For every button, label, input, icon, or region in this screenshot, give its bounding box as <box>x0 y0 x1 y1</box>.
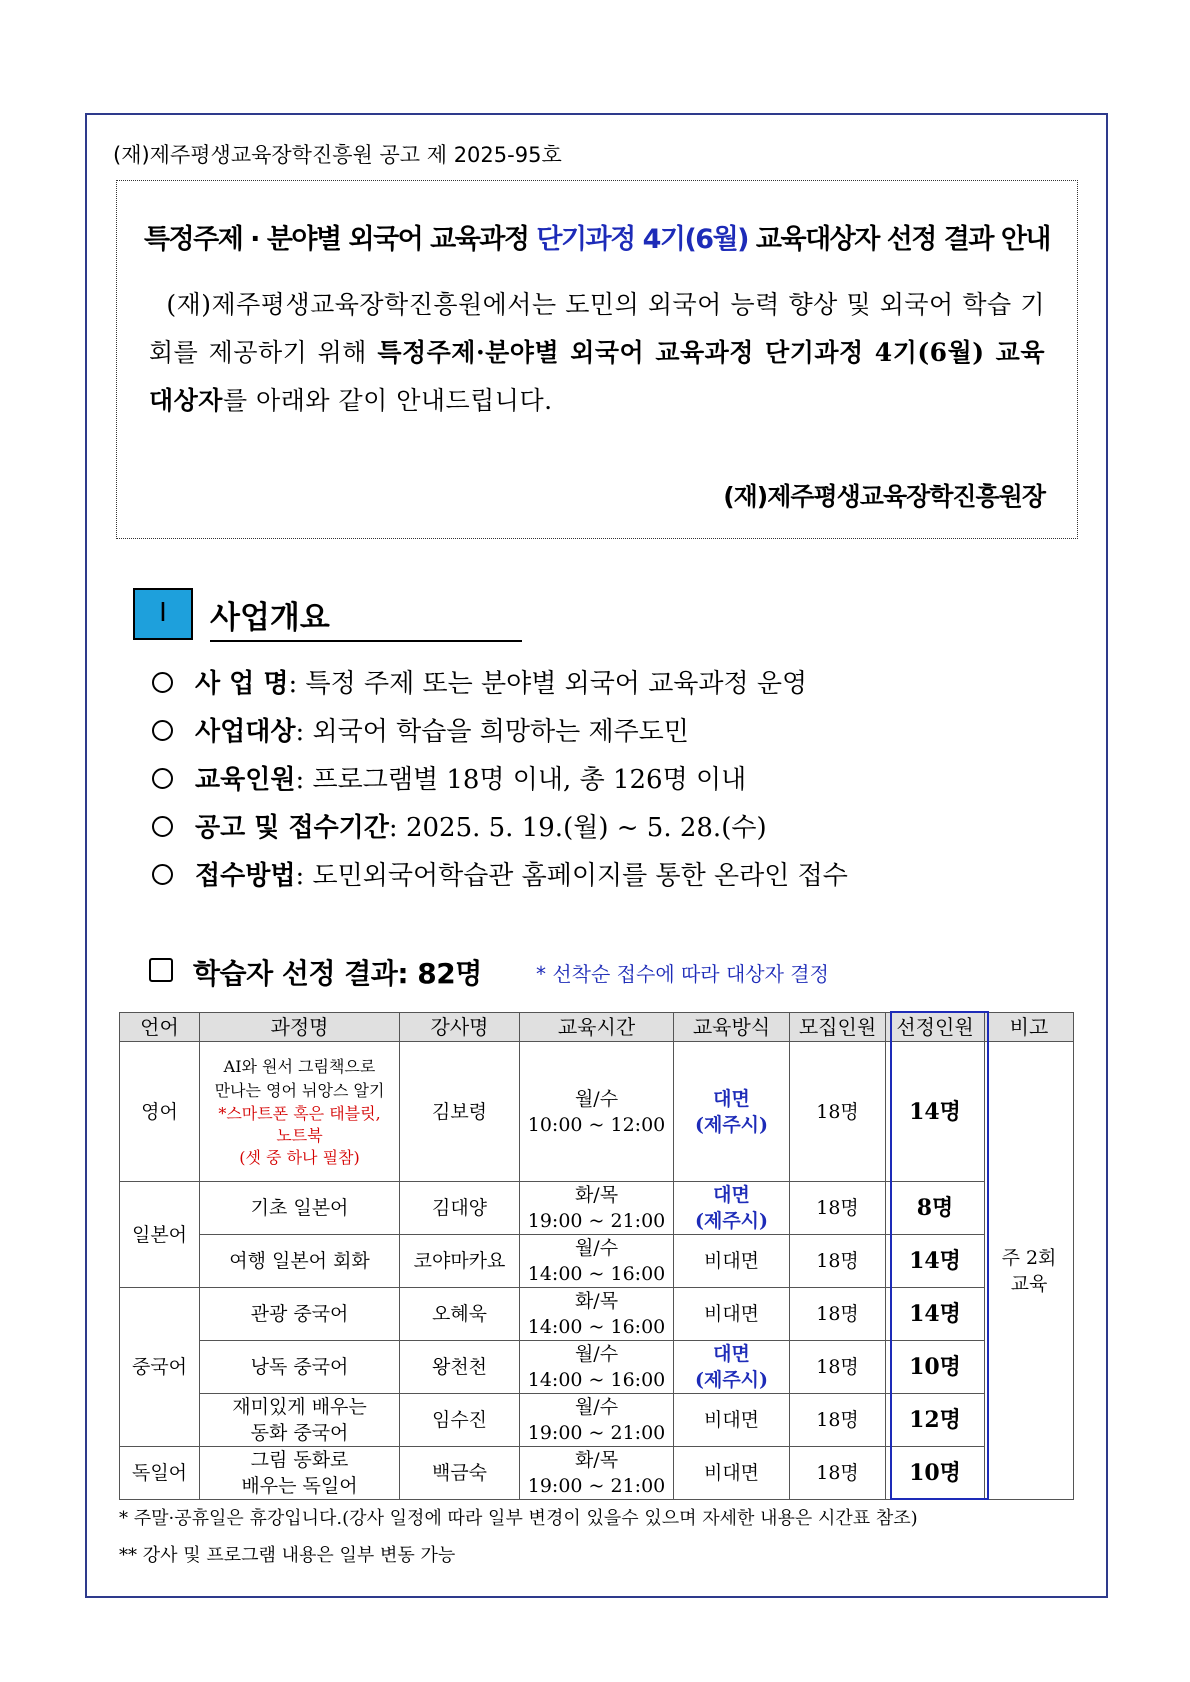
mode-cell: 대면 (제주시) <box>674 1042 790 1182</box>
selected-cell: 10명 <box>886 1447 985 1500</box>
overview-label: 사업대상 <box>195 717 296 747</box>
selected-cell: 12명 <box>886 1394 985 1447</box>
mode-cell: 비대면 <box>674 1288 790 1341</box>
mode-cell: 비대면 <box>674 1394 790 1447</box>
course-cell: 낭독 중국어 <box>200 1341 400 1394</box>
language-cell: 영어 <box>120 1042 200 1182</box>
table-row <box>120 1042 1074 1182</box>
title-part-1: 특정주제 · 분야별 외국어 교육과정 <box>143 224 537 255</box>
intro-bold: 특정주제·분야별 외국어 교육과정 단기과정 4기(6월) 교육대상자 <box>149 338 1045 415</box>
course-cell: 그림 동화로 배우는 독일어 <box>200 1447 400 1500</box>
selected-cell: 14명 <box>886 1235 985 1288</box>
overview-item <box>152 660 848 708</box>
overview-label: 사 업 명 <box>195 669 289 699</box>
instructor-cell: 김대양 <box>400 1182 520 1235</box>
language-cell: 일본어 <box>120 1182 200 1288</box>
title-highlight: 단기과정 4기(6월) <box>536 224 749 255</box>
course-cell <box>200 1042 400 1182</box>
header-time: 교육시간 <box>520 1013 674 1042</box>
time-cell: 월/수 10:00 ~ 12:00 <box>520 1042 674 1182</box>
instructor-cell: 오혜욱 <box>400 1288 520 1341</box>
header-mode: 교육방식 <box>674 1013 790 1042</box>
recruit-cell: 18명 <box>790 1288 886 1341</box>
time-cell: 화/목 14:00 ~ 16:00 <box>520 1288 674 1341</box>
header-recruit: 모집인원 <box>790 1013 886 1042</box>
overview-value: : 도민외국어학습관 홈페이지를 통한 온라인 접수 <box>295 861 848 891</box>
time-cell: 월/수 19:00 ~ 21:00 <box>520 1394 674 1447</box>
mode-cell: 비대면 <box>674 1447 790 1500</box>
overview-label: 공고 및 접수기간 <box>195 813 389 843</box>
notice-title <box>117 217 1077 256</box>
instructor-cell: 코야마카요 <box>400 1235 520 1288</box>
recruit-cell: 18명 <box>790 1235 886 1288</box>
intro-text-2: 를 아래와 같이 안내드립니다. <box>222 386 553 415</box>
instructor-cell: 백금숙 <box>400 1447 520 1500</box>
selected-cell: 10명 <box>886 1341 985 1394</box>
course-cell: 관광 중국어 <box>200 1288 400 1341</box>
instructor-cell: 김보령 <box>400 1042 520 1182</box>
overview-item <box>152 804 848 852</box>
remark-cell: 주 2회 교육 <box>985 1042 1074 1500</box>
checkbox-icon <box>149 958 173 982</box>
circle-bullet-icon <box>152 720 173 741</box>
notice-box <box>116 180 1078 539</box>
mode-cell: 대면 (제주시) <box>674 1182 790 1235</box>
table-row <box>120 1288 1074 1341</box>
mode-cell: 대면 (제주시) <box>674 1341 790 1394</box>
results-title: 학습자 선정 결과: 82명 <box>193 957 482 990</box>
header-language: 언어 <box>120 1013 200 1042</box>
header-selected: 선정인원 <box>886 1013 985 1042</box>
table-row <box>120 1341 1074 1394</box>
header-instructor: 강사명 <box>400 1013 520 1042</box>
section-underline <box>210 640 522 642</box>
overview-value: : 프로그램별 18명 이내, 총 126명 이내 <box>295 765 747 795</box>
course-cell: 기초 일본어 <box>200 1182 400 1235</box>
overview-label: 교육인원 <box>195 765 296 795</box>
section-number-box: Ⅰ <box>133 588 193 640</box>
recruit-cell: 18명 <box>790 1447 886 1500</box>
time-cell: 화/목 19:00 ~ 21:00 <box>520 1182 674 1235</box>
table-row <box>120 1394 1074 1447</box>
overview-item <box>152 756 848 804</box>
title-part-2: 교육대상자 선정 결과 안내 <box>748 224 1051 255</box>
notice-number: (재)제주평생교육장학진흥원 공고 제 2025-95호 <box>113 143 562 167</box>
intro-text-1: (재)제주평생교육장학진흥원에서는 도민의 외국어 능력 향상 및 외국어 학습 기회를 제공하기 위해 <box>149 290 1045 367</box>
selected-cell: 8명 <box>886 1182 985 1235</box>
selected-cell: 14명 <box>886 1042 985 1182</box>
footnote-1: * 주말·공휴일은 휴강입니다.(강사 일정에 따라 일부 변경이 있을수 있으며 자세한 내용은 시간표 참조) <box>119 1508 918 1529</box>
instructor-cell: 왕천천 <box>400 1341 520 1394</box>
recruit-cell: 18명 <box>790 1182 886 1235</box>
course-name: AI와 원서 그림책으로 만나는 영어 뉘앙스 알기 <box>214 1056 385 1100</box>
recruit-cell: 18명 <box>790 1042 886 1182</box>
table-header-row <box>120 1013 1074 1042</box>
time-cell: 월/수 14:00 ~ 16:00 <box>520 1341 674 1394</box>
overview-value: : 특정 주제 또는 분야별 외국어 교육과정 운영 <box>288 669 808 699</box>
course-note: *스마트폰 혹은 태블릿, 노트북 (셋 중 하나 필참) <box>218 1103 381 1167</box>
notice-body <box>149 281 1045 425</box>
schedule-table <box>119 1012 1074 1500</box>
time-cell: 화/목 19:00 ~ 21:00 <box>520 1447 674 1500</box>
results-note: * 선착순 접수에 따라 대상자 결정 <box>536 962 829 986</box>
circle-bullet-icon <box>152 672 173 693</box>
table-row <box>120 1447 1074 1500</box>
overview-item <box>152 852 848 900</box>
recruit-cell: 18명 <box>790 1394 886 1447</box>
circle-bullet-icon <box>152 816 173 837</box>
course-cell: 여행 일본어 회화 <box>200 1235 400 1288</box>
language-cell: 중국어 <box>120 1288 200 1447</box>
overview-list <box>152 660 848 900</box>
mode-cell: 비대면 <box>674 1235 790 1288</box>
section-title: 사업개요 <box>210 600 330 636</box>
overview-item <box>152 708 848 756</box>
table-row <box>120 1235 1074 1288</box>
circle-bullet-icon <box>152 768 173 789</box>
footnote-2: ** 강사 및 프로그램 내용은 일부 변동 가능 <box>119 1545 456 1566</box>
header-course: 과정명 <box>200 1013 400 1042</box>
language-cell: 독일어 <box>120 1447 200 1500</box>
instructor-cell: 임수진 <box>400 1394 520 1447</box>
header-remark: 비고 <box>985 1013 1074 1042</box>
course-cell: 재미있게 배우는 동화 중국어 <box>200 1394 400 1447</box>
circle-bullet-icon <box>152 864 173 885</box>
recruit-cell: 18명 <box>790 1341 886 1394</box>
table-row <box>120 1182 1074 1235</box>
time-cell: 월/수 14:00 ~ 16:00 <box>520 1235 674 1288</box>
overview-value: : 2025. 5. 19.(월) ~ 5. 28.(수) <box>388 813 767 843</box>
overview-label: 접수방법 <box>195 861 296 891</box>
signature: (재)제주평생교육장학진흥원장 <box>723 482 1045 511</box>
overview-value: : 외국어 학습을 희망하는 제주도민 <box>295 717 689 747</box>
selected-cell: 14명 <box>886 1288 985 1341</box>
